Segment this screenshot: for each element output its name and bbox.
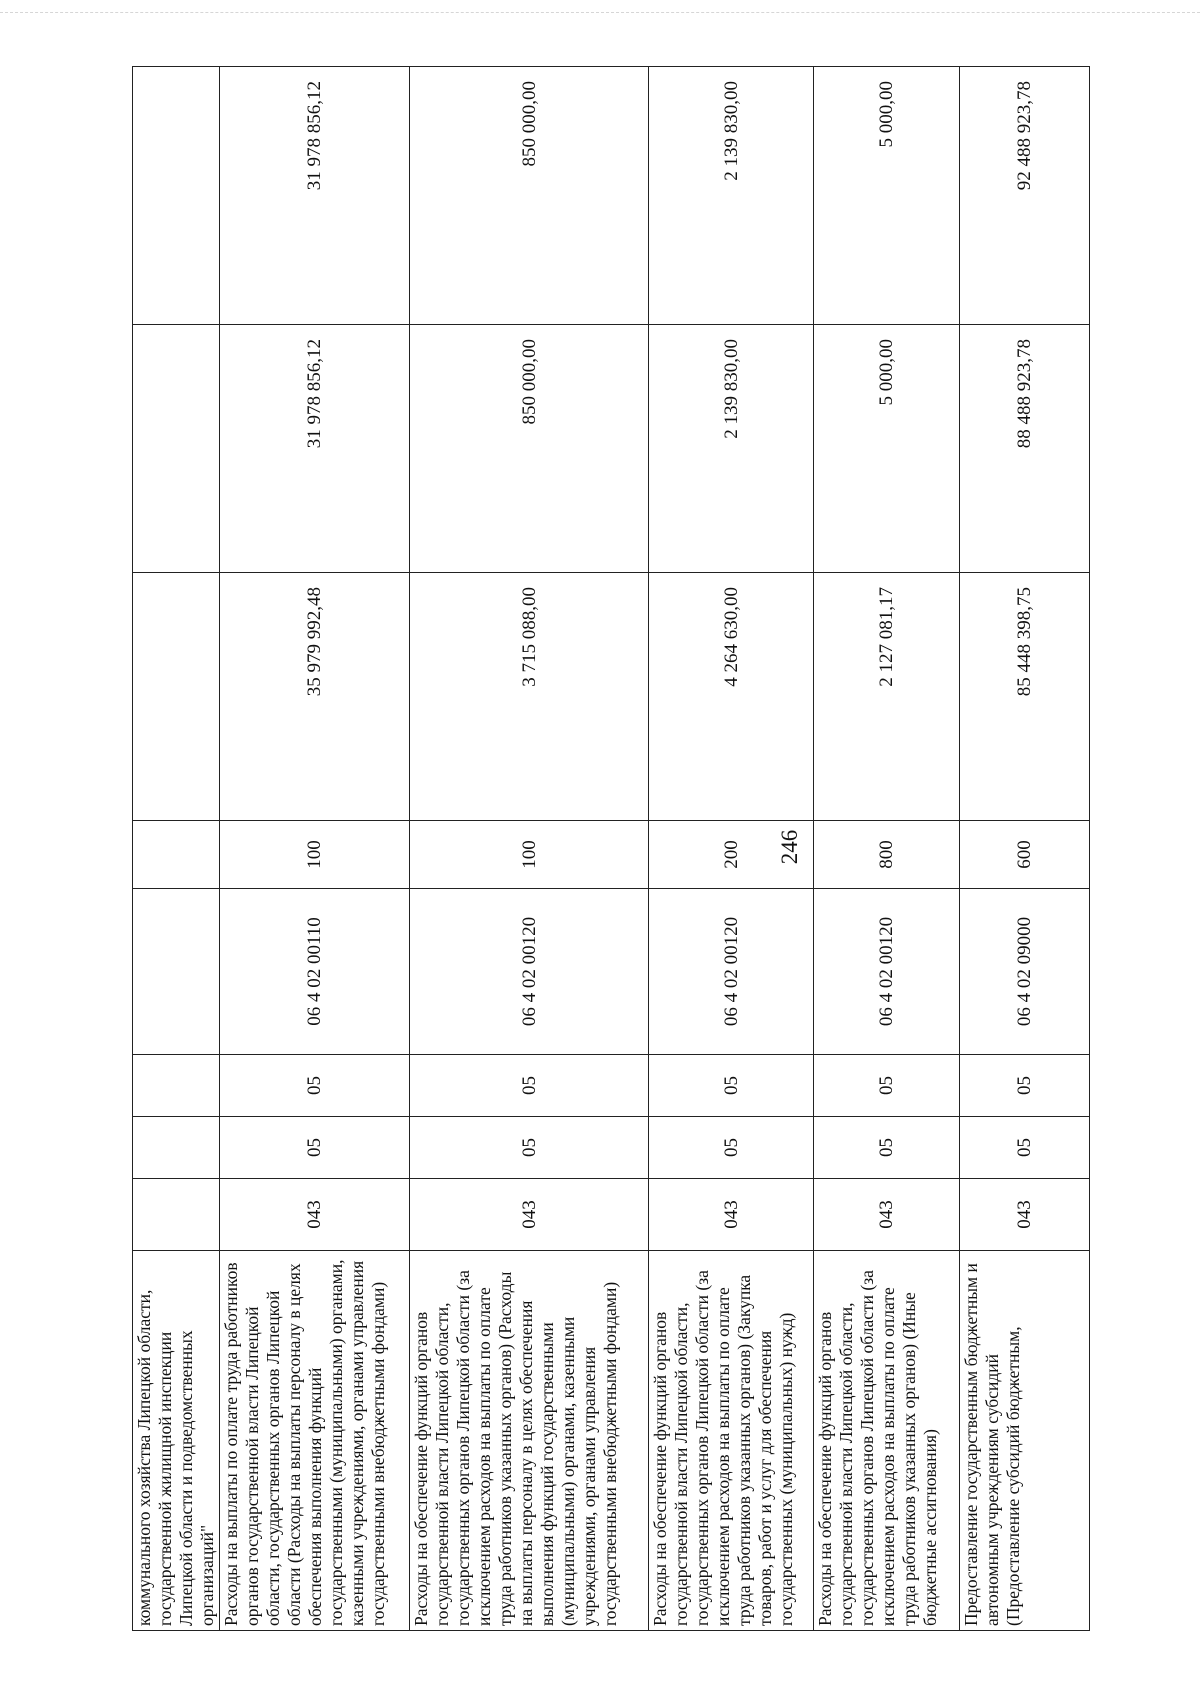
expense-type-code: 600 bbox=[960, 821, 1090, 889]
scan-top-edge bbox=[0, 12, 1200, 14]
grbs-code: 043 bbox=[649, 1179, 814, 1251]
table-row bbox=[410, 67, 649, 1631]
grbs-code: 043 bbox=[220, 1179, 410, 1251]
target-article-code: 06 4 02 00120 bbox=[410, 889, 649, 1055]
subsection-code: 05 bbox=[410, 1055, 649, 1117]
amount-year-1: 2 127 081,17 bbox=[814, 573, 960, 821]
table-row bbox=[133, 67, 220, 1631]
section-code: 05 bbox=[649, 1117, 814, 1179]
row-description: Расходы на выплаты по оплате труда работников органов государственной власти Липецкой области, государственных органов Липецкой области (Расходы на выплаты персоналу в целях обеспечения выполнения функций государственными (муниципальными) органами, казенными учреждениями, органами управления государственными внебюджетными фондами) bbox=[220, 1251, 410, 1631]
amount-year-3: 5 000,00 bbox=[814, 67, 960, 325]
subsection-code bbox=[133, 1055, 220, 1117]
grbs-code: 043 bbox=[410, 1179, 649, 1251]
amount-year-1 bbox=[133, 573, 220, 821]
row-description: коммунального хозяйства Липецкой области, государственной жилищной инспекции Липецкой области и подведомственных организаций" bbox=[133, 1251, 220, 1631]
expense-type-code: 100 bbox=[410, 821, 649, 889]
target-article-code: 06 4 02 09000 bbox=[960, 889, 1090, 1055]
amount-year-2: 850 000,00 bbox=[410, 325, 649, 573]
target-article-code: 06 4 02 00120 bbox=[649, 889, 814, 1055]
amount-year-2: 31 978 856,12 bbox=[220, 325, 410, 573]
amount-year-3: 2 139 830,00 bbox=[649, 67, 814, 325]
target-article-code: 06 4 02 00110 bbox=[220, 889, 410, 1055]
row-description: Предоставление государственным бюджетным и автономным учреждениям субсидий (Предоставление субсидий бюджетным, bbox=[960, 1251, 1090, 1631]
expense-type-code bbox=[133, 821, 220, 889]
budget-table bbox=[132, 66, 1090, 1631]
section-code bbox=[133, 1117, 220, 1179]
amount-year-2: 88 488 923,78 bbox=[960, 325, 1090, 573]
subsection-code: 05 bbox=[220, 1055, 410, 1117]
section-code: 05 bbox=[960, 1117, 1090, 1179]
amount-year-3: 92 488 923,78 bbox=[960, 67, 1090, 325]
amount-year-1: 85 448 398,75 bbox=[960, 573, 1090, 821]
row-description: Расходы на обеспечение функций органов государственной власти Липецкой области, государственных органов Липецкой области (за исключением расходов на выплаты по оплате труда работников указанных органов) (Расходы на выплаты персоналу в целях обеспечения выполнения функций государственными (муниципальными) органами, казенными учреждениями, органами управления государственными внебюджетными фондами) bbox=[410, 1251, 649, 1631]
grbs-code: 043 bbox=[960, 1179, 1090, 1251]
expense-type-code: 200 bbox=[649, 821, 814, 889]
amount-year-1: 4 264 630,00 bbox=[649, 573, 814, 821]
table-row bbox=[814, 67, 960, 1631]
table-row bbox=[649, 67, 814, 1631]
section-code: 05 bbox=[220, 1117, 410, 1179]
grbs-code: 043 bbox=[814, 1179, 960, 1251]
amount-year-2 bbox=[133, 325, 220, 573]
budget-table-sheet bbox=[132, 67, 1072, 1631]
budget-table-rotated bbox=[132, 67, 1072, 1631]
section-code: 05 bbox=[814, 1117, 960, 1179]
target-article-code: 06 4 02 00120 bbox=[814, 889, 960, 1055]
subsection-code: 05 bbox=[649, 1055, 814, 1117]
expense-type-code: 800 bbox=[814, 821, 960, 889]
subsection-code: 05 bbox=[814, 1055, 960, 1117]
page-number: 246 bbox=[777, 829, 802, 865]
amount-year-3 bbox=[133, 67, 220, 325]
table-row bbox=[960, 67, 1090, 1631]
amount-year-2: 2 139 830,00 bbox=[649, 325, 814, 573]
amount-year-1: 35 979 992,48 bbox=[220, 573, 410, 821]
grbs-code bbox=[133, 1179, 220, 1251]
amount-year-1: 3 715 088,00 bbox=[410, 573, 649, 821]
amount-year-3: 850 000,00 bbox=[410, 67, 649, 325]
subsection-code: 05 bbox=[960, 1055, 1090, 1117]
amount-year-3: 31 978 856,12 bbox=[220, 67, 410, 325]
target-article-code bbox=[133, 889, 220, 1055]
amount-year-2: 5 000,00 bbox=[814, 325, 960, 573]
row-description: Расходы на обеспечение функций органов государственной власти Липецкой области, государственных органов Липецкой области (за исключением расходов на выплаты по оплате труда работников указанных органов) (Иные бюджетные ассигнования) bbox=[814, 1251, 960, 1631]
row-description: Расходы на обеспечение функций органов государственной власти Липецкой области, государственных органов Липецкой области (за исключением расходов на выплаты по оплате труда работников указанных органов) (Закупка товаров, работ и услуг для обеспечения государственных (муниципальных) нужд) bbox=[649, 1251, 814, 1631]
expense-type-code: 100 bbox=[220, 821, 410, 889]
section-code: 05 bbox=[410, 1117, 649, 1179]
table-row bbox=[220, 67, 410, 1631]
